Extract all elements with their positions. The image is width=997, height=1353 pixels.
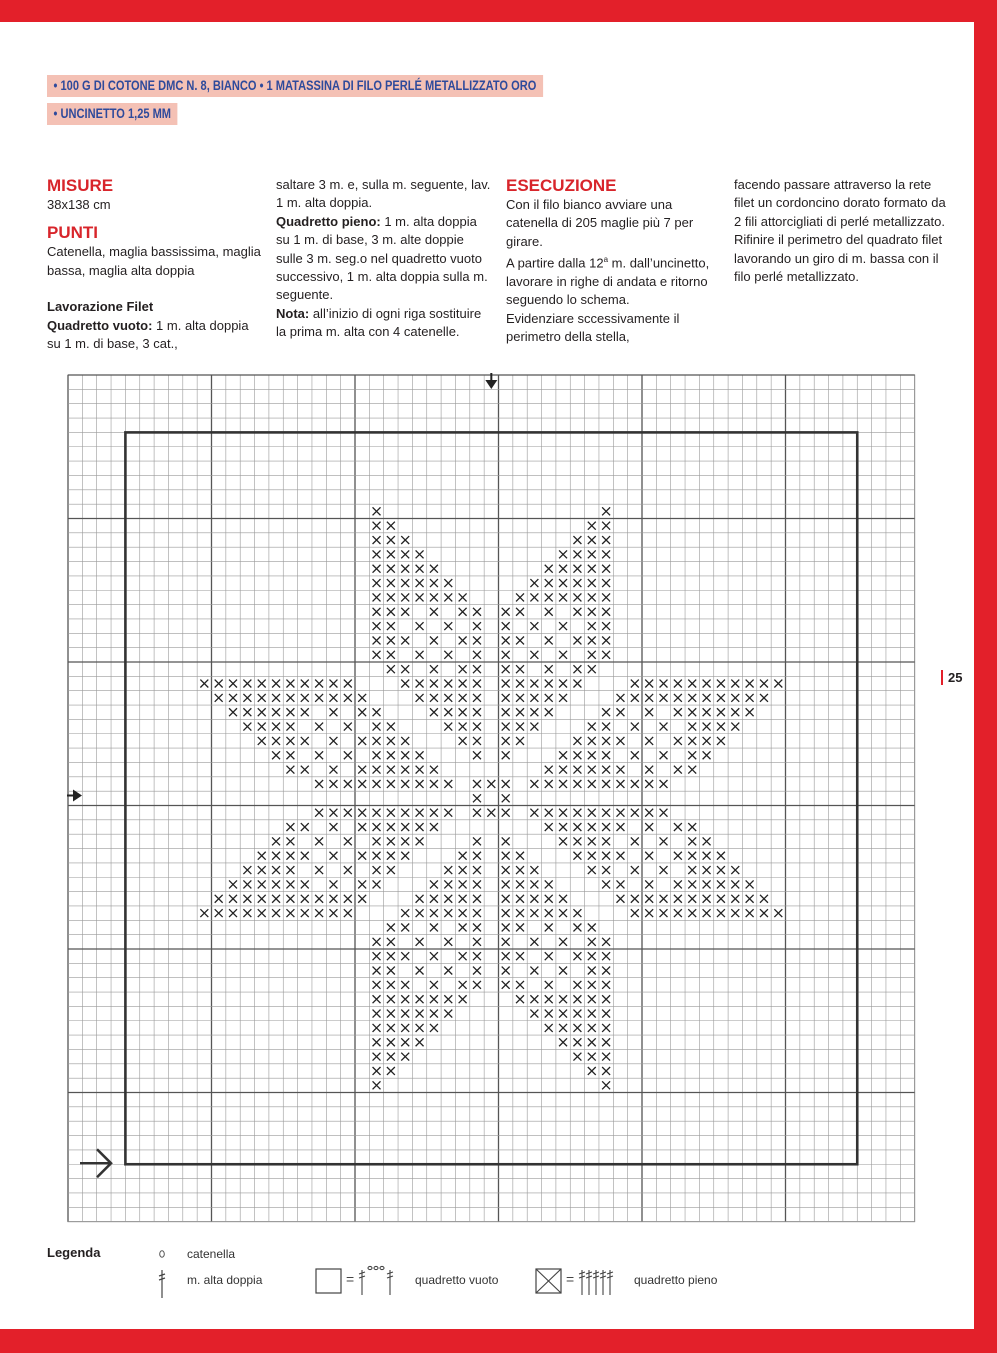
materials-line-2: • UNCINETTO 1,25 MM	[47, 103, 178, 125]
esecuzione-text-2: A partire dalla 12$^a$ m. dall’uncinetto, lavorare in righe di andata e ritorno seguendo lo schema.	[506, 255, 710, 308]
misure-heading: MISURE	[47, 176, 114, 195]
misure-text: 38x138 cm	[47, 197, 111, 212]
esecuzione-text-3a: Evidenziare sccessivamente il perimetro della stella,	[506, 310, 680, 345]
esecuzione-text-4: Rifinire il perimetro del quadrato filet lavorando un giro di m. bassa con il filo perlé metallizzato.	[734, 232, 943, 285]
materials-line-1: • 100 G DI COTONE DMC N. 8, BIANCO • 1 MATASSINA DI FILO PERLÉ METALLIZZATO ORO	[47, 75, 543, 97]
quadretto-vuoto-label: Quadretto vuoto:	[47, 317, 153, 333]
lavorazione-title: Lavorazione Filet	[47, 299, 154, 315]
quadretto-pieno-label: Quadretto pieno:	[276, 213, 381, 229]
quadretto-vuoto-text: 1 m. alta doppia su 1 m. di base, 3 cat.,	[47, 317, 249, 352]
svg-text:=: =	[566, 1271, 575, 1287]
esecuzione-text-3: facendo passare attraverso la rete filet un cordoncino dorato formato da 2 fili attorcigliati di perlé metallizzato.	[734, 177, 946, 229]
punti-heading: PUNTI	[47, 223, 98, 243]
catenella-symbol	[160, 1251, 165, 1257]
quadretto-pieno-text: 1 m. alta doppia su 1 m. di base, 3 m. alte doppie sulle 3 m. seg.o nel quadretto vuoto successivo, 1 m. alta doppia sulla m. seguente.	[276, 213, 488, 303]
nota-text: all’inizio di ogni riga sostituire la prima m. alta con 4 catenelle.	[276, 305, 482, 340]
page-number: 25	[941, 670, 962, 685]
alta-doppia-symbol	[159, 1270, 165, 1298]
nota-label: Nota:	[276, 305, 310, 321]
quadretto-vuoto-box	[316, 1269, 341, 1293]
quadretto-vuoto-continued: saltare 3 m. e, sulla m. seguente, lav. 1 m. alta doppia.	[276, 177, 491, 211]
esecuzione-heading: ESECUZIONE	[506, 176, 617, 195]
quadretto-pieno-symbol	[579, 1270, 613, 1295]
legend-catenella: catenella	[187, 1247, 236, 1261]
legend-quadretto-vuoto: quadretto vuoto	[415, 1273, 499, 1287]
svg-text:=: =	[346, 1271, 355, 1287]
chart-grid	[68, 375, 915, 1222]
punti-text: Catenella, maglia bassissima, maglia bassa, maglia alta doppia	[47, 244, 261, 278]
legend-quadretto-pieno: quadretto pieno	[634, 1273, 718, 1287]
legend-alta-doppia: m. alta doppia	[187, 1273, 263, 1287]
esecuzione-text-1: Con il filo bianco avviare una catenella di 205 maglie più 7 per girare.	[506, 197, 694, 249]
quadretto-vuoto-symbol	[359, 1266, 393, 1295]
legend-title: Legenda	[47, 1245, 101, 1260]
